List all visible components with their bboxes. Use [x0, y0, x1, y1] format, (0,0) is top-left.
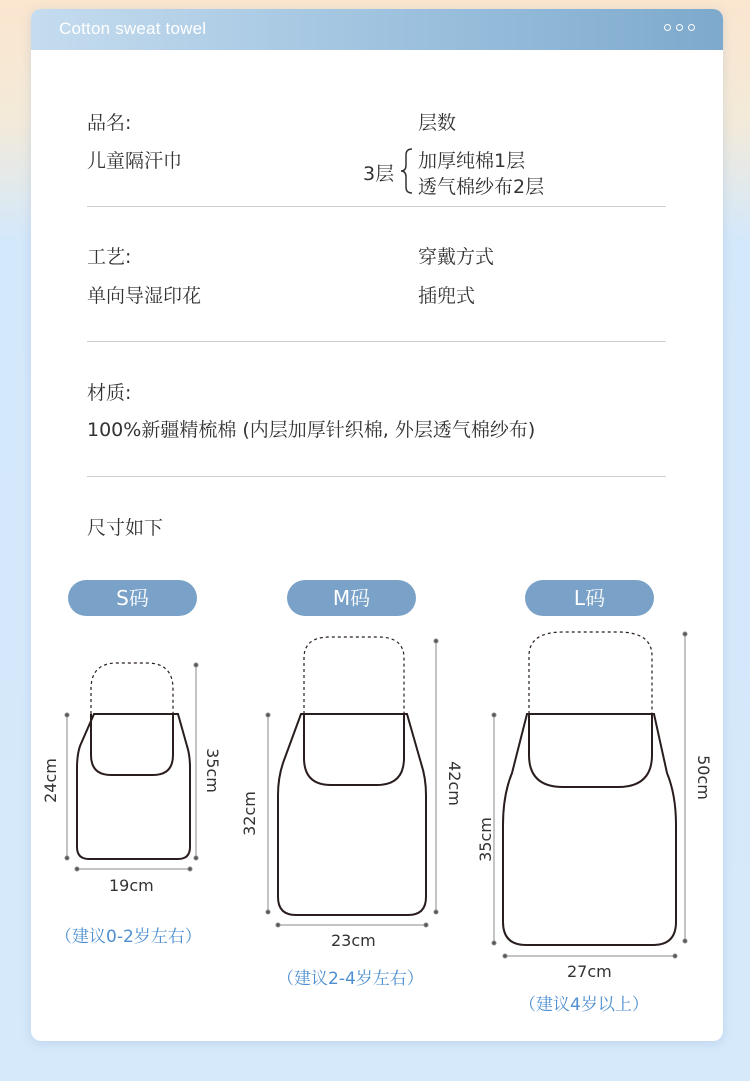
name-label: 品名: — [87, 112, 132, 134]
m-total-height: 42cm — [444, 761, 464, 806]
m-inner-height: 32cm — [239, 791, 259, 836]
layers-item-2: 透气棉纱布2层 — [418, 176, 545, 198]
craft-label: 工艺: — [87, 246, 132, 268]
l-pocket-flap — [529, 632, 652, 714]
size-heading: 尺寸如下 — [87, 517, 164, 539]
l-advice: （建议4岁以上） — [519, 995, 649, 1015]
m-advice: （建议2-4岁左右） — [277, 969, 424, 989]
s-inner-height: 24cm — [40, 758, 60, 803]
layers-item-1: 加厚纯棉1层 — [418, 150, 526, 172]
size-s-pill: S码 — [68, 580, 197, 616]
product-card — [31, 9, 723, 1041]
material-label: 材质: — [87, 382, 132, 404]
wear-value: 插兜式 — [418, 285, 476, 307]
size-l-pill: L码 — [525, 580, 654, 616]
layers-label: 层数 — [418, 112, 457, 134]
m-width: 23cm — [331, 931, 376, 950]
window-title: Cotton sweat towel — [59, 19, 207, 38]
s-total-height: 35cm — [202, 748, 222, 793]
m-pocket-flap — [304, 637, 404, 714]
s-advice: （建议0-2岁左右） — [55, 927, 202, 947]
name-value: 儿童隔汗巾 — [87, 150, 183, 172]
craft-value: 单向导湿印花 — [87, 285, 202, 307]
size-m-pill: M码 — [287, 580, 416, 616]
s-pocket-flap — [91, 663, 173, 714]
l-inner-height: 35cm — [475, 817, 495, 862]
s-width: 19cm — [109, 876, 154, 895]
wear-label: 穿戴方式 — [418, 246, 495, 268]
material-value: 100%新疆精梳棉 (内层加厚针织棉, 外层透气棉纱布) — [87, 419, 536, 441]
l-width: 27cm — [567, 962, 612, 981]
layers-count: 3层 — [363, 163, 395, 185]
l-total-height: 50cm — [693, 755, 713, 800]
